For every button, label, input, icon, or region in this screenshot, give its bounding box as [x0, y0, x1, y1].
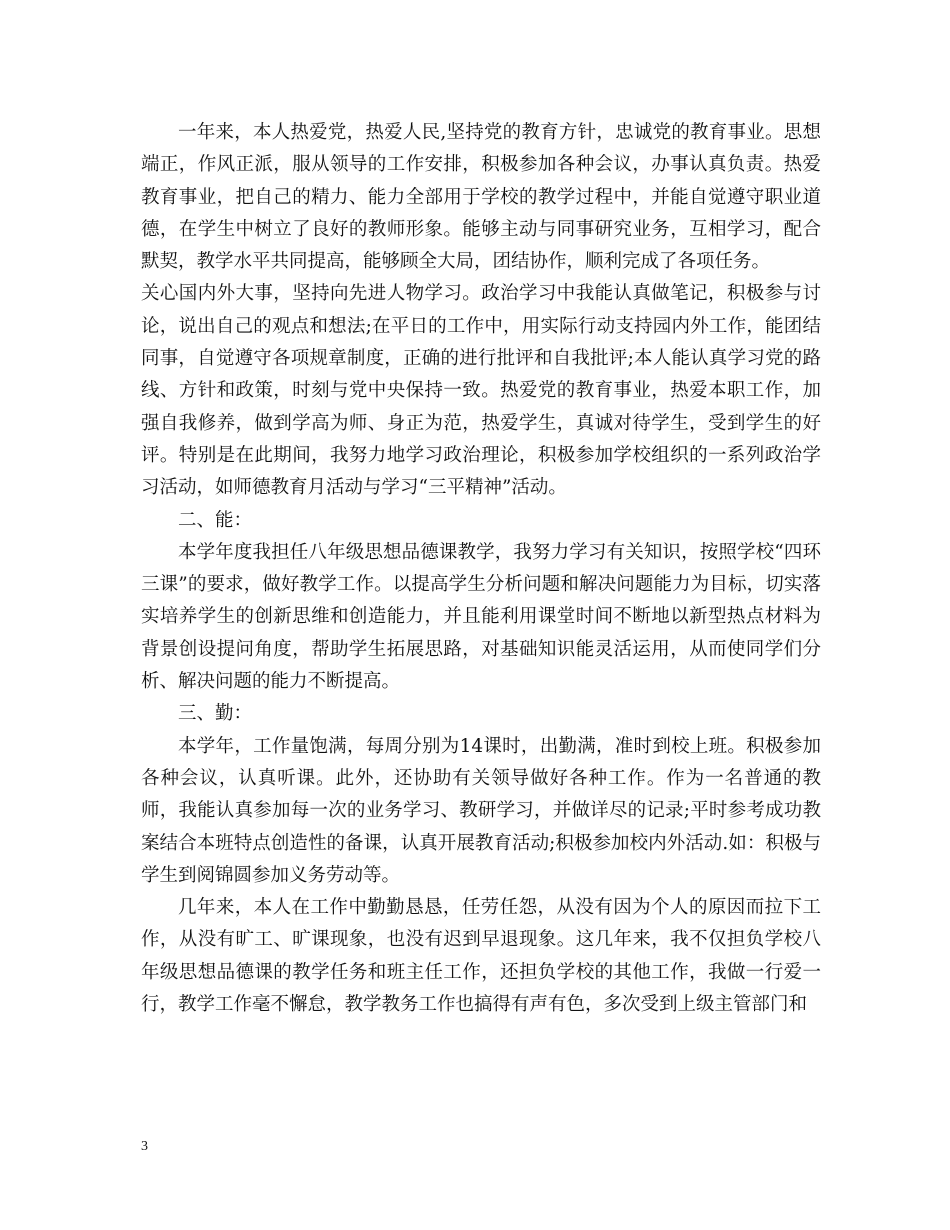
paragraph-4: 本学年，工作量饱满，每周分别为14课时，出勤满，准时到校上班。积极参加各种会议，认真听课。此外，还协助有关领导做好各种工作。作为一名普通的教师，我能认真参加每一次的业务学习、教研学习，并做详尽的记录;平时参考成功教案结合本班特点创造性的备课，认真开展教育活动;积极参加校内外活动.如：积极与学生到阅锦圆参加义务劳动等。: [141, 735, 821, 886]
paragraph-3: 本学年度我担任八年级思想品德课教学，我努力学习有关知识，按照学校“四环三课”的要求，做好教学工作。以提高学生分析问题和解决问题能力为目标，切实落实培养学生的创新思维和创造能力，并且能利用课堂时间不断地以新型热点材料为背景创设提问角度，帮助学生拓展思路，对基础知识能灵活运用，从而使同学们分析、解决问题的能力不断提高。: [141, 541, 821, 693]
section-heading-qin: 三、勤：: [178, 703, 253, 725]
paragraph-5: 几年来，本人在工作中勤勤恳恳，任劳任怨，从没有因为个人的原因而拉下工作，从没有旷工、旷课现象，也没有迟到早退现象。这几年来，我不仅担负学校八年级思想品德课的教学任务和班主任工作，还担负学校的其他工作，我做一行爱一行，教学工作毫不懈怠，教学教务工作也搞得有声有色，多次受到上级主管部门和: [141, 897, 821, 1016]
paragraph-2: 关心国内外大事，坚持向先进人物学习。政治学习中我能认真做笔记，积极参与讨论，说出自己的观点和想法;在平日的工作中，用实际行动支持园内外工作，能团结同事，自觉遵守各项规章制度，正确的进行批评和自我批评;本人能认真学习党的路线、方针和政策，时刻与党中央保持一致。热爱党的教育事业，热爱本职工作，加强自我修养，做到学高为师、身正为范，热爱学生，真诚对待学生，受到学生的好评。特别是在此期间，我努力地学习政治理论，积极参加学校组织的一系列政治学习活动，如师德教育月活动与学习“三平精神”活动。: [141, 283, 821, 499]
page-number: 3: [141, 1139, 148, 1154]
document-body: [141, 117, 821, 1021]
paragraph-1: 一年来，本人热爱党，热爱人民,坚持党的教育方针，忠诚党的教育事业。思想端正，作风正派，服从领导的工作安排，积极参加各种会议，办事认真负责。热爱教育事业，把自己的精力、能力全部用于学校的教学过程中，并能自觉遵守职业道德，在学生中树立了良好的教师形象。能够主动与同事研究业务，互相学习，配合默契，教学水平共同提高，能够顾全大局，团结协作，顺利完成了各项任务。: [141, 122, 821, 273]
section-heading-neng: 二、能：: [178, 509, 253, 531]
